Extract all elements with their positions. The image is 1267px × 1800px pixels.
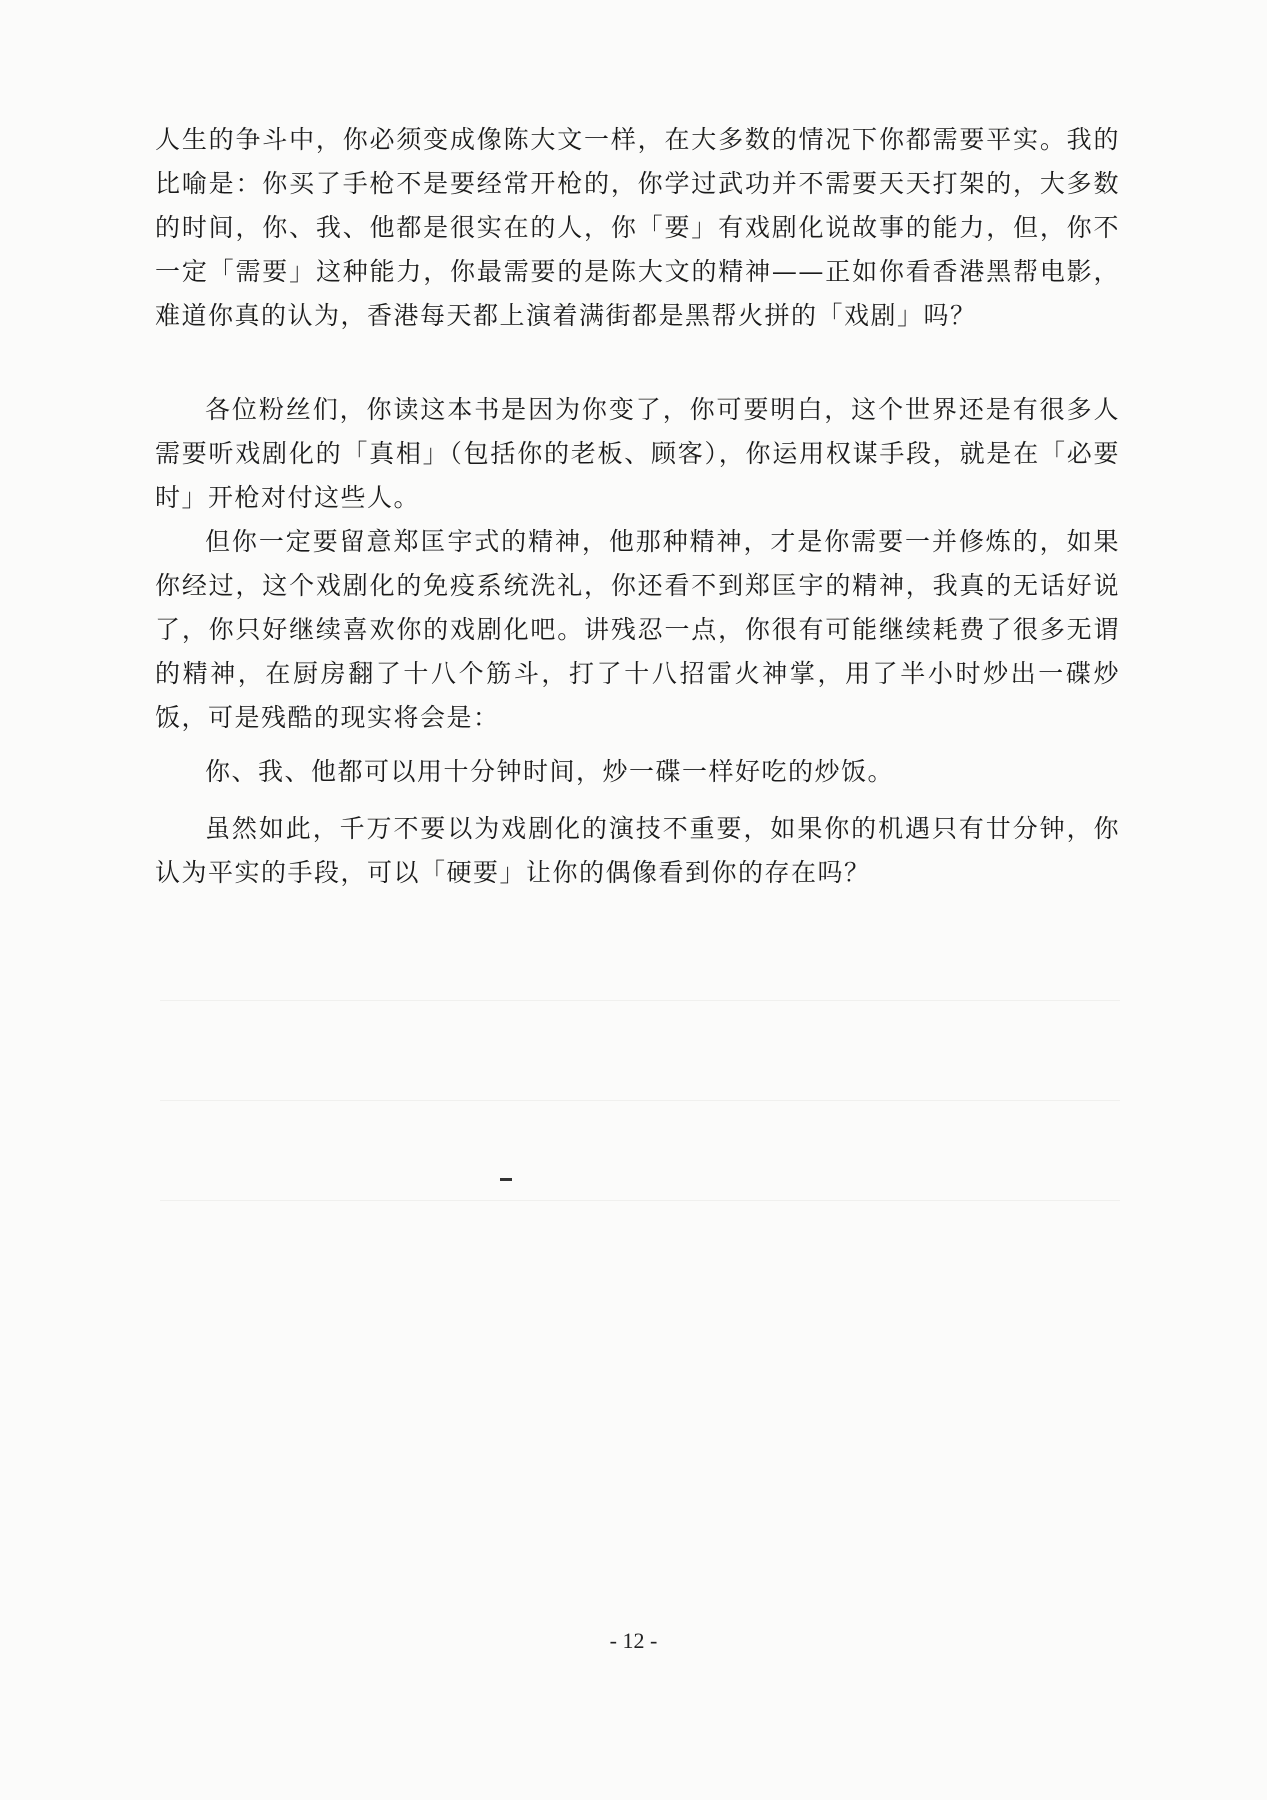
bleed-through-line xyxy=(160,1100,1120,1101)
paragraph-3: 但你一定要留意郑匡宇式的精神，他那种精神，才是你需要一并修炼的，如果你经过，这个戏剧化的免疫系统洗礼，你还看不到郑匡宇的精神，我真的无话好说了，你只好继续喜欢你的戏剧化吧。讲残忍一点，你很有可能继续耗费了很多无谓的精神，在厨房翻了十八个筋斗，打了十八招雷火神掌，用了半小时炒出一碟炒饭，可是残酷的现实将会是： xyxy=(155,527,1120,732)
stray-mark xyxy=(500,1178,512,1181)
paragraph-1: 人生的争斗中，你必须变成像陈大文一样，在大多数的情况下你都需要平实。我的比喻是：你买了手枪不是要经常开枪的，你学过武功并不需要天天打架的，大多数的时间，你、我、他都是很实在的人，你「要」有戏剧化说故事的能力，但，你不一定「需要」这种能力，你最需要的是陈大文的精神——正如你看香港黑帮电影，难道你真的认为，香港每天都上演着满街都是黑帮火拼的「戏剧」吗？ xyxy=(155,125,1120,330)
bleed-through-line xyxy=(160,1200,1120,1201)
bleed-through-line xyxy=(160,1000,1120,1001)
paragraph-5: 虽然如此，千万不要以为戏剧化的演技不重要，如果你的机遇只有廿分钟，你认为平实的手段，可以「硬要」让你的偶像看到你的存在吗？ xyxy=(155,814,1120,887)
paragraph-2: 各位粉丝们，你读这本书是因为你变了，你可要明白，这个世界还是有很多人需要听戏剧化的「真相」（包括你的老板、顾客），你运用权谋手段，就是在「必要时」开枪对付这些人。 xyxy=(155,395,1120,512)
page-number: - 12 - xyxy=(609,1628,658,1653)
paragraph-4: 你、我、他都可以用十分钟时间，炒一碟一样好吃的炒饭。 xyxy=(205,757,895,786)
